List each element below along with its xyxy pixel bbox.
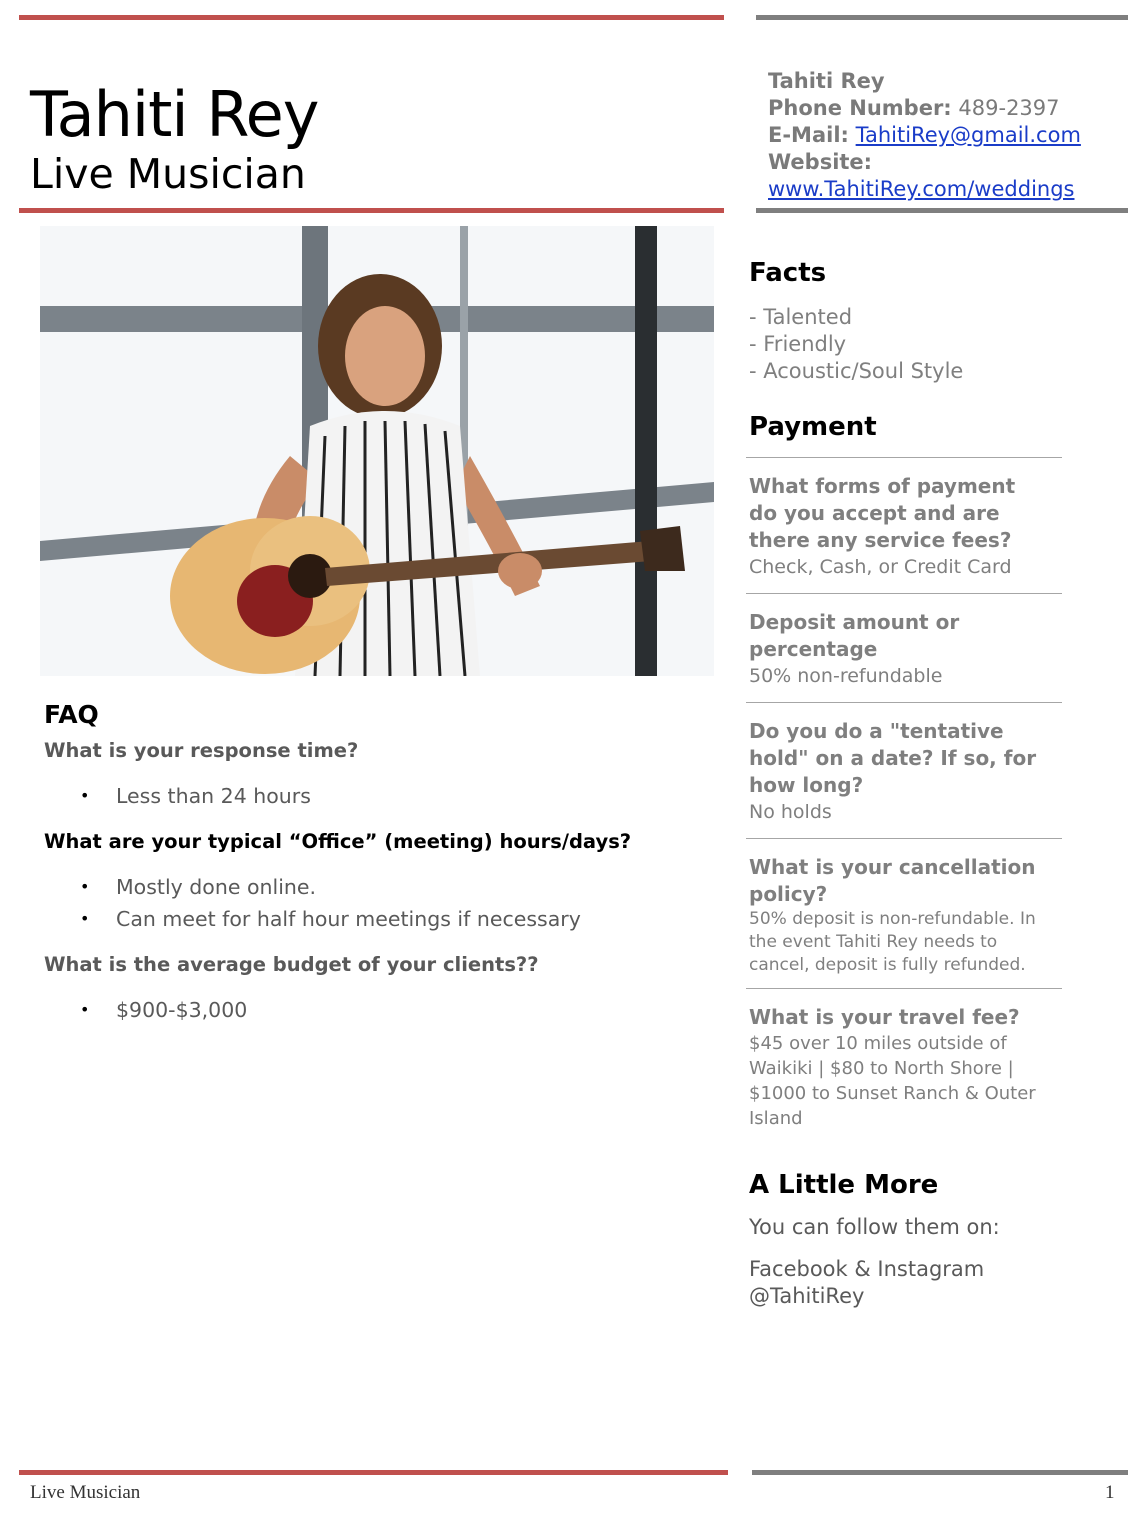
facts-section	[749, 258, 1069, 385]
payment-item	[749, 854, 1049, 977]
page-subtitle: Live Musician	[30, 150, 306, 198]
page-title: Tahiti Rey	[30, 78, 319, 151]
payment-question: Do you do a "tentative hold" on a date? If so, for how long?	[749, 719, 1037, 797]
phone-label: Phone Number:	[768, 96, 952, 120]
faq-question: What are your typical “Office” (meeting) hours/days?	[44, 830, 632, 853]
faq-question: What is the average budget of your clients??	[44, 953, 539, 976]
payment-question: What forms of payment do you accept and are there any service fees?	[749, 474, 1016, 552]
website-link[interactable]: www.TahitiRey.com/weddings	[768, 177, 1075, 201]
payment-divider	[746, 593, 1062, 594]
payment-item	[749, 718, 1059, 825]
phone-value: 489-2397	[958, 96, 1060, 120]
email-label: E-Mail:	[768, 123, 849, 147]
payment-question: What is your travel fee?	[749, 1005, 1020, 1029]
payment-heading-wrap	[749, 412, 1069, 442]
more-line: You can follow them on:	[749, 1215, 1000, 1239]
payment-answer: 50% non-refundable	[749, 665, 943, 687]
fact-item: - Talented	[749, 305, 853, 329]
payment-item	[749, 609, 1049, 689]
payment-divider	[746, 457, 1062, 458]
faq-answer: • Mostly done online.	[44, 871, 684, 903]
faq-answer: • $900-$3,000	[44, 994, 684, 1026]
footer-rule-left	[19, 1470, 728, 1475]
faq-answer-list	[44, 780, 684, 812]
faq-answer: • Less than 24 hours	[44, 780, 684, 812]
faq-section	[44, 700, 684, 1044]
payment-question: Deposit amount or percentage	[749, 610, 960, 661]
faq-question: What is your response time?	[44, 739, 359, 762]
title-rule	[19, 208, 724, 213]
payment-answer: $45 over 10 miles outside of Waikiki | $80 to North Shore | $1000 to Sunset Ranch & Outer Island	[749, 1033, 1036, 1129]
website-label: Website:	[768, 150, 873, 174]
contact-rule	[756, 208, 1128, 213]
page-number: 1	[1105, 1482, 1115, 1503]
more-line: @TahitiRey	[749, 1284, 865, 1308]
payment-answer: 50% deposit is non-refundable. In the event Tahiti Rey needs to cancel, deposit is fully refunded.	[749, 909, 1036, 975]
contact-block	[768, 68, 1138, 203]
faq-heading: FAQ	[44, 700, 99, 729]
fact-item: - Friendly	[749, 332, 847, 356]
payment-heading: Payment	[749, 412, 877, 442]
more-line: Facebook & Instagram	[749, 1257, 985, 1281]
faq-answer-list	[44, 994, 684, 1026]
header-rule-right	[756, 15, 1128, 20]
payment-divider	[746, 988, 1062, 989]
fact-item: - Acoustic/Soul Style	[749, 359, 964, 383]
footer-rule-right	[752, 1470, 1128, 1475]
contact-name: Tahiti Rey	[768, 69, 885, 93]
header-rule-left	[19, 15, 724, 20]
payment-divider	[746, 838, 1062, 839]
musician-photo	[40, 226, 714, 676]
payment-item	[749, 1004, 1054, 1131]
faq-answer: • Can meet for half hour meetings if necessary	[44, 903, 684, 935]
payment-answer: No holds	[749, 801, 832, 823]
more-section	[749, 1170, 1069, 1310]
payment-question: What is your cancellation policy?	[749, 855, 1036, 906]
facts-heading: Facts	[749, 258, 827, 288]
more-heading: A Little More	[749, 1170, 939, 1200]
payment-answer: Check, Cash, or Credit Card	[749, 556, 1012, 578]
payment-divider	[746, 702, 1062, 703]
payment-item	[749, 473, 1049, 580]
faq-answer-list	[44, 871, 684, 935]
footer-title: Live Musician	[30, 1482, 141, 1503]
musician-photo-illustration	[40, 226, 714, 676]
email-link[interactable]: TahitiRey@gmail.com	[855, 123, 1081, 147]
